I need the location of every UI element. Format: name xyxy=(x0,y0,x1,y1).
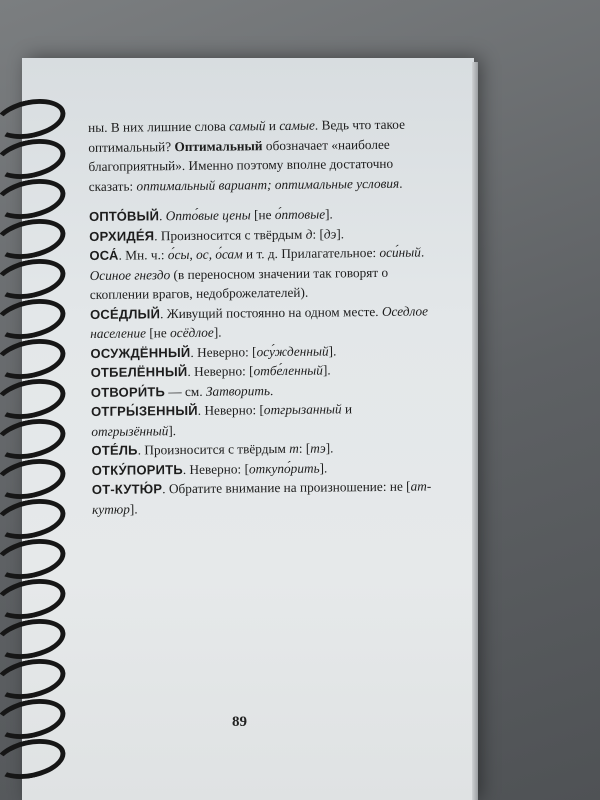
intro-italic: самый xyxy=(229,118,266,134)
binding-ring xyxy=(0,693,69,745)
entry-headword: ОТ-КУТЮ́Р xyxy=(91,481,163,497)
entry-otgryzenny xyxy=(91,398,436,441)
binding-ring xyxy=(0,493,69,545)
entry-italic: отгрызанный xyxy=(263,401,342,418)
spiral-binding xyxy=(0,100,70,800)
intro-text: . Ведь что такое оптимальный? xyxy=(88,116,406,155)
intro-text: обозначает «наиболее благоприятный». Именно поэтому вполне достаточно сказать: xyxy=(88,136,394,194)
intro-text: и xyxy=(265,117,280,134)
entry-headword: ОТКУ́ПОРИТЬ xyxy=(91,461,183,478)
binding-ring xyxy=(0,293,69,345)
entry-text: (в переносном значении так говорят о скоплении врагов, недоброжелателей). xyxy=(89,264,389,302)
binding-ring xyxy=(0,573,69,625)
entry-text: . xyxy=(420,244,425,260)
intro-paragraph xyxy=(88,114,434,196)
binding-ring xyxy=(0,213,69,265)
entry-text: . Неверно: [ xyxy=(187,363,254,379)
entry-headword: ОПТО́ВЫЙ xyxy=(88,208,160,224)
binding-ring xyxy=(0,453,69,505)
intro-text: . xyxy=(399,175,403,191)
binding-ring xyxy=(0,533,69,585)
intro-text: ны. В них лишние слова xyxy=(88,118,230,135)
page-edge xyxy=(472,62,478,800)
entry-italic: дэ xyxy=(323,225,337,242)
entry-text: ]. xyxy=(325,440,334,456)
entry-headword: ОРХИДЕ́Я xyxy=(89,227,155,244)
entry-italic: Осиное гнездо xyxy=(89,266,171,283)
entry-italic: тэ xyxy=(310,440,326,456)
binding-ring xyxy=(0,733,69,785)
entry-otkutyur xyxy=(92,476,437,519)
entry-italic: Опто́вые цены xyxy=(165,207,251,224)
entry-text: . Мн. ч.: xyxy=(118,247,168,263)
entry-headword: ОСЕ́ДЛЫЙ xyxy=(89,305,161,322)
entry-osedly xyxy=(90,301,435,344)
entry-italic: отгрызённый xyxy=(91,422,169,439)
binding-ring xyxy=(0,613,69,665)
entry-italic: т xyxy=(289,440,299,456)
entry-italic: оси́ный xyxy=(379,244,421,260)
entry-text: ]. xyxy=(129,501,138,517)
page-text xyxy=(88,114,437,519)
entry-text: ]. xyxy=(213,324,222,340)
binding-ring xyxy=(0,253,69,305)
intro-italic: самые xyxy=(279,117,315,133)
entry-text: . xyxy=(158,208,166,224)
entry-text: ]. xyxy=(336,225,345,241)
entry-italic: д xyxy=(305,226,313,242)
entry-text: [не xyxy=(250,207,275,223)
entry-text: . Неверно: [ xyxy=(182,460,250,477)
entry-italic: о́сы, ос, о́сам xyxy=(167,246,243,263)
entry-text: ]. xyxy=(328,342,337,358)
entry-text: : [ xyxy=(298,440,311,456)
entry-text: [не xyxy=(145,325,171,341)
entry-text: . Произносится с твёрдым xyxy=(137,440,290,458)
entry-headword: ОТВОРИ́ТЬ xyxy=(90,383,166,400)
entry-text: . xyxy=(269,382,274,398)
entry-italic: отбе́ленный xyxy=(253,362,323,379)
entry-text: . Живущий постоянно на одном месте. xyxy=(160,303,382,321)
entry-text: — см. xyxy=(164,383,207,399)
entry-italic: о́птовые xyxy=(274,206,326,223)
entry-text: ]. xyxy=(168,422,177,438)
entry-text: . Обратите внимание на произношение: не [ xyxy=(162,478,411,497)
binding-ring xyxy=(0,93,69,145)
binding-ring xyxy=(0,413,69,465)
entry-headword: ОТГРЫ́ЗЕННЫЙ xyxy=(90,402,198,419)
intro-italic: оптимальный вариант; оптимальные условия xyxy=(136,175,400,193)
entry-italic: Затворить xyxy=(205,382,271,399)
entry-italic: осу́жденный xyxy=(256,342,329,359)
binding-ring xyxy=(0,173,69,225)
page-number: 89 xyxy=(232,714,247,730)
entry-italic: ат-кутюр xyxy=(92,478,432,517)
binding-ring xyxy=(0,373,69,425)
binding-ring xyxy=(0,133,69,185)
entry-osa xyxy=(89,242,435,304)
entry-text: и т. д. Прилагательное: xyxy=(242,244,380,262)
binding-ring xyxy=(0,653,69,705)
entry-text: и xyxy=(341,401,353,417)
entry-text: ]. xyxy=(324,206,333,222)
entry-italic: Оседлое население xyxy=(90,302,429,341)
entry-headword: ОТБЕЛЁННЫЙ xyxy=(90,363,188,380)
intro-bold: Оптимальный xyxy=(174,137,263,154)
entry-headword: ОТЕ́ЛЬ xyxy=(91,442,138,458)
entry-text: ]. xyxy=(319,460,328,476)
entry-italic: осёдлое xyxy=(170,324,214,341)
entry-text: . Неверно: [ xyxy=(190,343,257,360)
entry-text: ]. xyxy=(322,362,331,378)
entry-text: . Неверно: [ xyxy=(197,402,264,418)
entry-text: . Произносится с твёрдым xyxy=(154,226,306,243)
entry-headword: ОСУЖДЁННЫЙ xyxy=(90,344,191,361)
entry-headword: ОСА́ xyxy=(89,247,119,263)
binding-ring xyxy=(0,333,69,385)
entry-italic: откупо́рить xyxy=(248,460,320,476)
entry-text: : [ xyxy=(312,226,324,242)
